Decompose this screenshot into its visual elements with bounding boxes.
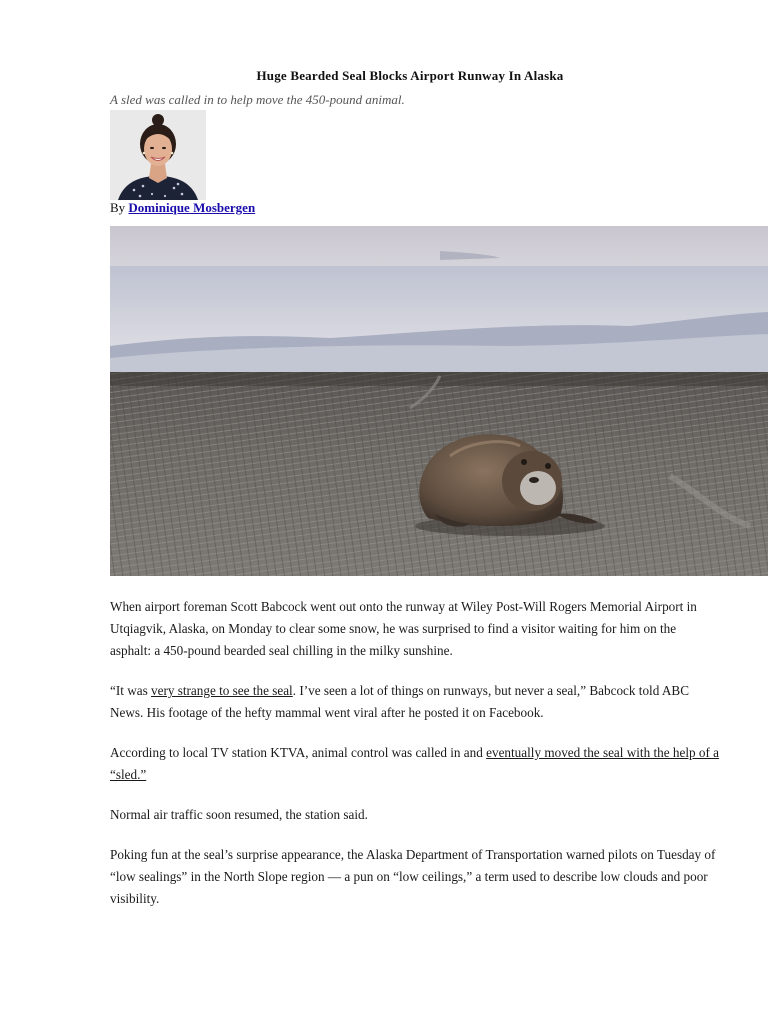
author-photo — [110, 110, 206, 200]
paragraph-2 — [110, 680, 720, 724]
paragraph-2-text-start: “It was — [110, 683, 152, 698]
paragraph-4: Normal air traffic soon resumed, the station said. — [110, 807, 368, 822]
article-body — [110, 596, 720, 928]
link-very-strange-to-see-the-seal[interactable]: very strange to see the seal — [151, 683, 293, 698]
author-link[interactable]: Dominique Mosbergen — [128, 200, 256, 215]
paragraph-3-text-start: According to local TV station KTVA, animal control was called in and — [110, 745, 487, 760]
paragraph-5: Poking fun at the seal’s surprise appearance, the Alaska Department of Transportation warned pilots on Tuesday of “low sealings” in the North Slope region — a pun on “low ceilings,” a term used to describe low clouds and poor visibility. — [110, 847, 716, 906]
link-eventually-moved-the-seal[interactable]: eventually moved the seal with the help of a “sled.” — [110, 745, 720, 782]
article-subtitle: A sled was called in to help move the 450-pound animal. — [110, 92, 405, 107]
byline — [110, 200, 255, 216]
paragraph-2-text-end: . I’ve seen a lot of things on runways, but never a seal,” Babcock told ABC News. His footage of the hefty mammal went viral after he posted it on Facebook. — [110, 683, 689, 720]
paragraph-3 — [110, 742, 720, 786]
article-title: Huge Bearded Seal Blocks Airport Runway In Alaska — [256, 68, 564, 83]
byline-prefix: By — [110, 200, 129, 215]
paragraph-1: When airport foreman Scott Babcock went out onto the runway at Wiley Post-Will Rogers Memorial Airport in Utqiagvik, Alaska, on Monday to clear some snow, he was surprised to find a visitor waiting for him on the asphalt: a 450-pound bearded seal chilling in the milky sunshine. — [110, 599, 697, 658]
hero-image-seal-on-runway — [110, 226, 768, 576]
